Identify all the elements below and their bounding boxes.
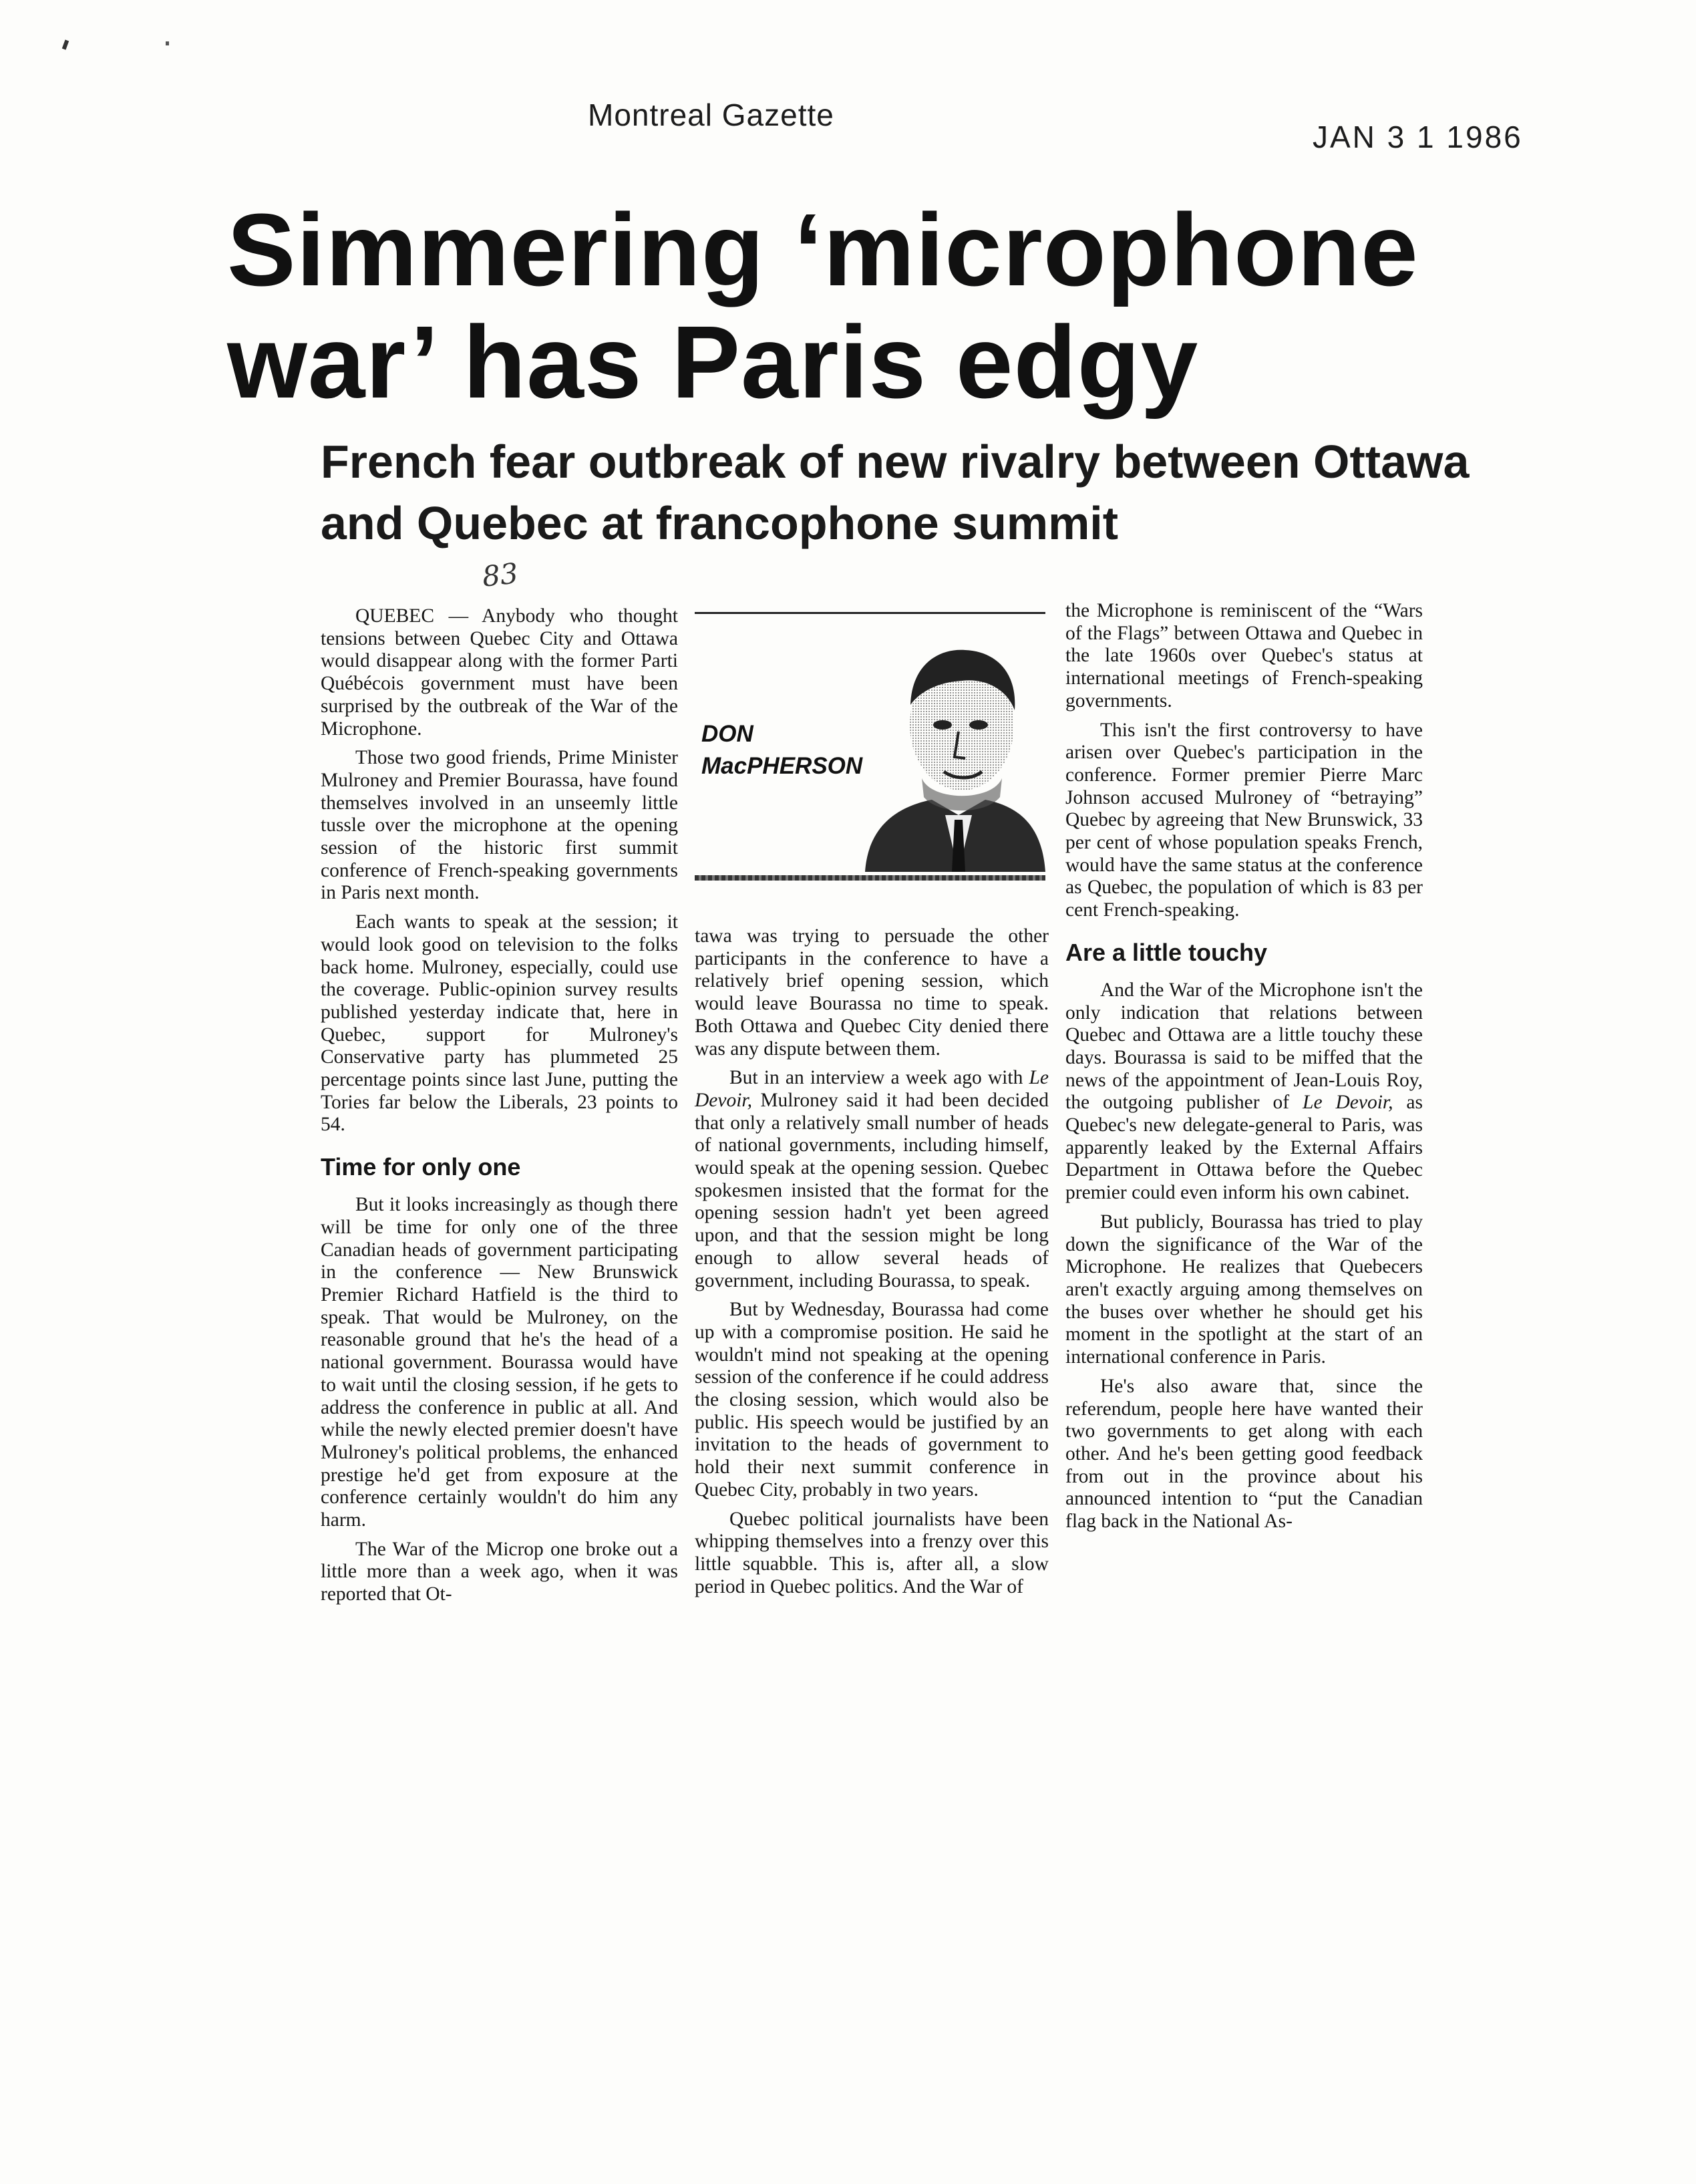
- paragraph: But it looks increasingly as though there will be time for only one of the three Canadian heads of government participating in the conference — New Brunswick Premier Richard Hatfield is the third to speak. That would be Mulroney, on the reasonable ground that he's the head of a national government. Bourassa would have to wait until the closing session, if he gets to address the conference in public at all. And while the newly elected premier doesn't have Mulroney's political problems, the enhanced prestige he'd get from exposure at the conference certainly wouldn't do him any harm.: [321, 1194, 678, 1531]
- paragraph: He's also aware that, since the referendum, people here have wanted their two governments to get along with each other. And he's been getting good feedback from out in the province about his announced intention to “put the Canadian flag back in the National As-: [1065, 1375, 1423, 1533]
- publication-name: Le Devoir,: [1303, 1092, 1393, 1114]
- author-last-name: MacPHERSON: [701, 753, 863, 779]
- text-run: Mulroney said it had been decided that only a relatively small number of heads of national governments, including himself, would speak at the opening session. Quebec spokesmen insisted that the format for the opening session hadn't yet been agreed upon, and that the session might be long enough to allow several heads of government, including Bourassa, to speak.: [695, 1089, 1049, 1291]
- paragraph: QUEBEC — Anybody who thought tensions between Quebec City and Ottawa would disappear along with the former Parti Québécois government must have been surprised by the outbreak of the War of the Microphone.: [321, 605, 678, 740]
- paragraph: [695, 1067, 1049, 1292]
- scan-speck: [166, 41, 169, 45]
- clipping-date: JAN 3 1 1986: [1313, 120, 1523, 154]
- article-column-3: [1065, 600, 1423, 1533]
- paragraph: [1065, 979, 1423, 1205]
- subheadline: French fear outbreak of new rivalry between Ottawa and Quebec at francophone summit: [321, 436, 1470, 549]
- newspaper-name: Montreal Gazette: [588, 98, 834, 132]
- paragraph: But by Wednesday, Bourassa had come up with a compromise position. He said he wouldn't mind not speaking at the opening session of the conference if he could address the closing session, which would also be public. His speech would be justified by an invitation to the heads of government to hold their next summit conference in Quebec City, probably in two years.: [695, 1299, 1049, 1501]
- paragraph: the Microphone is reminiscent of the “Wars of the Flags” between Ottawa and Quebec in the late 1960s over Quebec's status at international meetings of French-speaking governments.: [1065, 600, 1423, 712]
- author-byline: [701, 718, 902, 782]
- column-rule: [695, 875, 1045, 881]
- headline: Simmering ‘microphone war’ has Paris edgy: [227, 192, 1419, 420]
- text-run: And the War of the Microphone isn't the only indication that relations between Quebec and Ottawa are a little touchy these days. Bourassa is said to be miffed that the news of the appointment of Jean-Louis Roy, the outgoing publisher of: [1065, 979, 1423, 1114]
- paragraph: This isn't the first controversy to have arisen over Quebec's participation in the conference. Former premier Pierre Marc Johnson accused Mulroney of “betraying” Quebec by agreeing that New Brunswick, 33 per cent of whose population speaks French, would have the same status at the conference as Quebec, the population of which is 83 per cent French-speaking.: [1065, 719, 1423, 921]
- article-column-1: [321, 605, 678, 1606]
- text-run: as Quebec's new delegate-general to Paris, was apparently leaked by the External Affairs Department in Ottawa before the Quebec premier could even inform his own cabinet.: [1065, 1092, 1423, 1204]
- column-rule: [695, 612, 1045, 614]
- paragraph: Each wants to speak at the session; it would look good on television to the folks back home. Mulroney, especially, could use the coverage. Public-opinion survey results published yesterday indicate that, here in Quebec, support for Mulroney's Conservative party has plummeted 25 percentage points since last June, putting the Tories far below the Liberals, 23 points to 54.: [321, 911, 678, 1136]
- paragraph: Those two good friends, Prime Minister Mulroney and Premier Bourassa, have found themselves involved in an unseemly little tussle over the microphone at the opening session of the historic first summit conference of French-speaking governments in Paris next month.: [321, 747, 678, 904]
- scan-speck: [62, 39, 69, 49]
- paragraph: The War of the Microp one broke out a little more than a week ago, when it was reported that Ot-: [321, 1538, 678, 1605]
- paragraph: But publicly, Bourassa has tried to play down the significance of the War of the Microphone. He realizes that Quebecers aren't exactly arguing among themselves on the buses over whether he should get his moment in the spotlight at the start of an international conference in Paris.: [1065, 1211, 1423, 1368]
- section-subhead: Time for only one: [321, 1153, 521, 1181]
- author-first-name: DON: [701, 721, 753, 747]
- paragraph: tawa was trying to persuade the other participants in the conference to have a relatively brief opening session, which would leave Bourassa no time to speak. Both Ottawa and Quebec City denied there was any dispute between them.: [695, 925, 1049, 1060]
- handwritten-note: 83: [480, 557, 520, 593]
- text-run: But in an interview a week ago with: [729, 1067, 1029, 1089]
- section-subhead: Are a little touchy: [1065, 938, 1268, 966]
- paragraph: Quebec political journalists have been whipping themselves into a frenzy over this little squabble. This is, after all, a slow period in Quebec politics. And the War of: [695, 1508, 1049, 1597]
- article-column-2: [695, 925, 1049, 1598]
- publication-name: Le Devoir,: [695, 1067, 1049, 1111]
